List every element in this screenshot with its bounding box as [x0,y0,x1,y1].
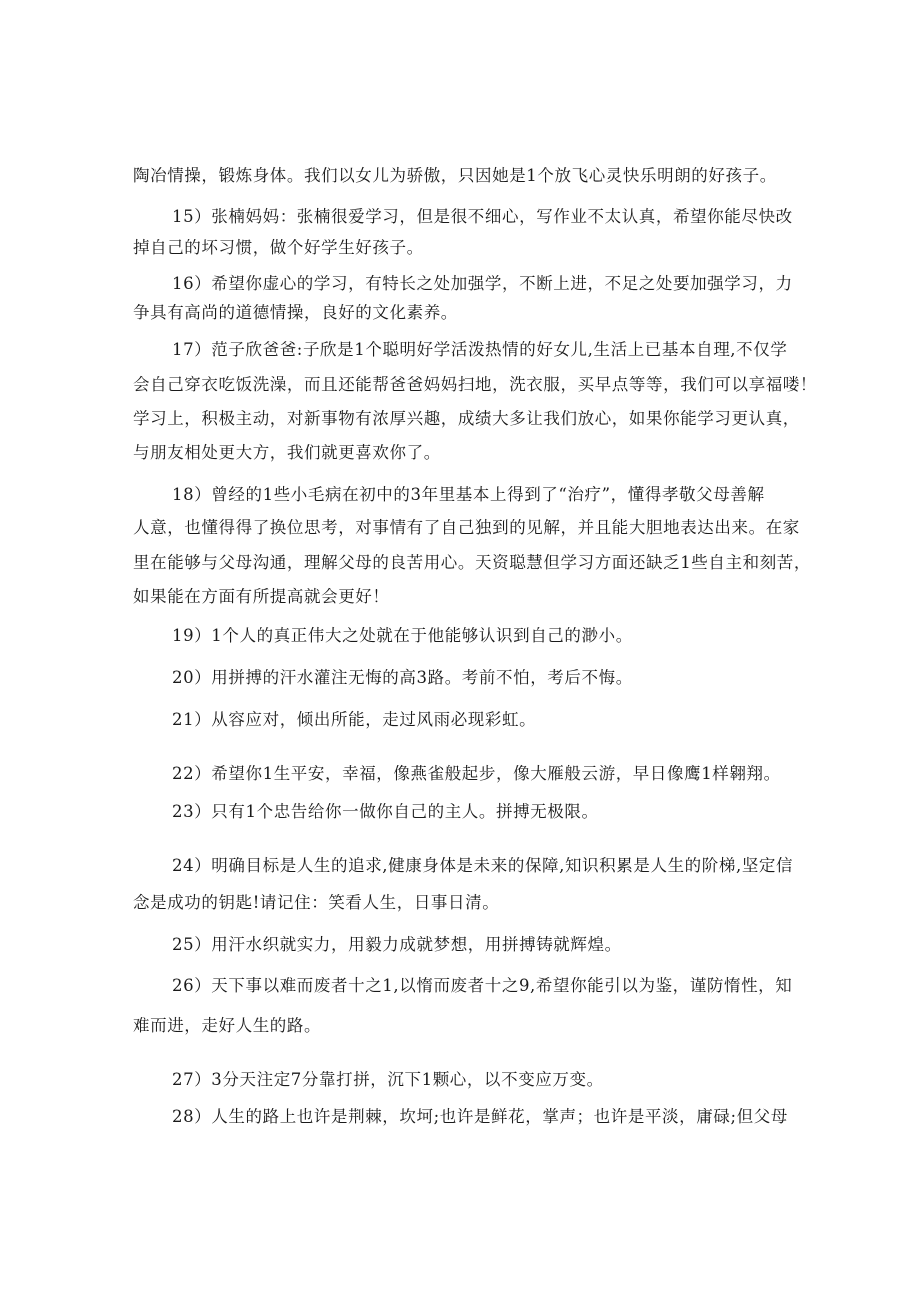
text-line: 27）3分天注定7分靠打拼，沉下1颗心，以不变应万变。 [172,1070,604,1089]
text-line: 20）用拼搏的汗水灌注无悔的高3路。考前不怕，考后不悔。 [172,668,633,687]
text-line: 学习上，积极主动，对新事物有浓厚兴趣，成绩大多让我们放心，如果你能学习更认真， [133,409,800,428]
text-line: 15）张楠妈妈：张楠很爱学习，但是很不细心，写作业不太认真，希望你能尽快改 [172,207,793,226]
text-line: 22）希望你1生平安，幸福，像燕雀般起步，像大雁般云游，早日像鹰1样翱翔。 [172,764,781,783]
text-line: 难而进，走好人生的路。 [133,1016,322,1035]
text-line: 17）范子欣爸爸:子欣是1个聪明好学活泼热情的好女儿,生活上已基本自理,不仅学 [172,340,788,359]
text-line: 如果能在方面有所提高就会更好！ [133,587,390,606]
text-line: 16）希望你虚心的学习，有特长之处加强学，不断上进，不足之处要加强学习，力 [172,274,793,293]
text-line: 26）天下事以难而废者十之1,以惰而废者十之9,希望你能引以为鉴，谨防惰性，知 [172,976,793,995]
text-line: 18）曾经的1些小毛病在初中的3年里基本上得到了“治疗”，懂得孝敬父母善解 [172,485,765,504]
text-line: 争具有高尚的道德情操，良好的文化素养。 [133,303,458,322]
text-line: 24）明确目标是人生的追求,健康身体是未来的保障,知识积累是人生的阶梯,坚定信 [172,856,794,875]
text-line: 21）从容应对，倾出所能，走过风雨必现彩虹。 [172,710,537,729]
text-line: 25）用汗水织就实力，用毅力成就梦想，用拼搏铸就辉煌。 [172,935,622,954]
text-line: 掉自己的坏习惯，做个好学生好孩子。 [133,238,424,257]
text-line: 与朋友相处更大方，我们就更喜欢你了。 [133,443,441,462]
text-line: 会自己穿衣吃饭洗澡，而且还能帮爸爸妈妈扫地，洗衣服，买早点等等，我们可以享福喽！ [133,375,817,394]
text-line: 19）1个人的真正伟大之处就在于他能够认识到自己的渺小。 [172,626,633,645]
text-line: 里在能够与父母沟通，理解父母的良苦用心。天资聪慧但学习方面还缺乏1些自主和刻苦， [133,553,811,572]
text-line: 人意，也懂得得了换位思考，对事情有了自己独到的见解，并且能大胆地表达出来。在家 [133,518,800,537]
text-line: 念是成功的钥匙!请记住：笑看人生，日事日清。 [133,893,500,912]
text-line: 23）只有1个忠告给你一做你自己的主人。拼搏无极限。 [172,802,599,821]
text-line: 陶冶情操，锻炼身体。我们以女儿为骄傲，只因她是1个放飞心灵快乐明朗的好孩子。 [133,166,777,185]
text-line: 28）人生的路上也许是荆棘，坎坷;也许是鲜花，掌声；也许是平淡，庸碌;但父母 [172,1107,788,1126]
